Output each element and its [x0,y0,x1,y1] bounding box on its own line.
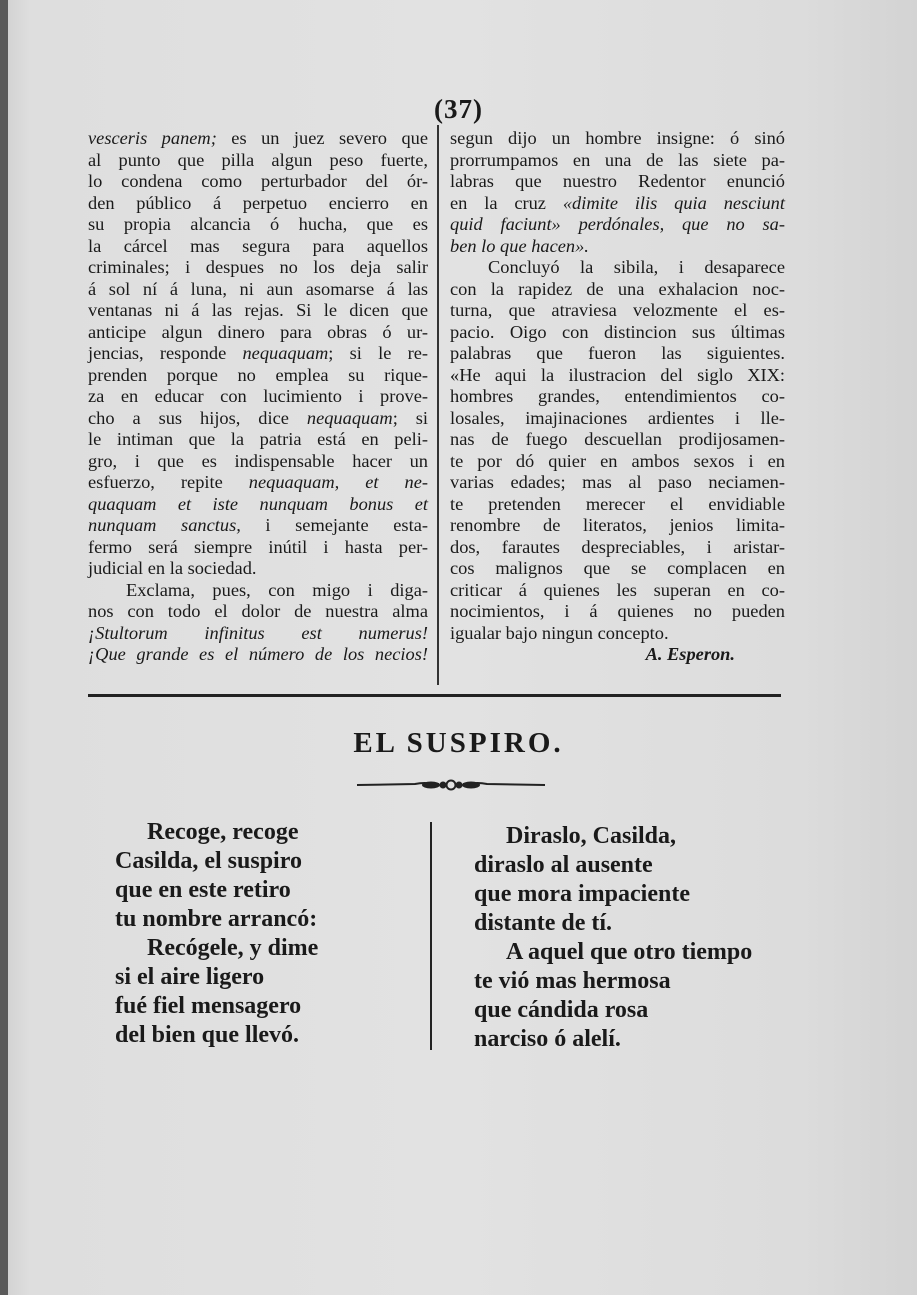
text-line: Concluyó la sibila, i desaparece [488,257,785,277]
text-line [88,644,428,666]
text-line: gro, i que es indispensable hacer un [88,450,428,471]
text-segment: en la cruz [450,192,563,213]
text-line: hombres grandes, entendimientos co- [450,386,785,406]
text-line: te pretenden merecer el envidiable [450,493,785,514]
text-line: «He aqui la ilustracion del siglo XIX: [450,364,785,385]
text-line: su propia alcancia ó hucha, que es [88,214,428,234]
text-line: renombre de literatos, jenios limita- [450,515,785,535]
poem-column-divider [430,822,432,1050]
verse-line: te vió mas hermosa [474,968,671,994]
text-line [450,236,785,258]
text-line [88,408,428,430]
latin-phrase: vesceris panem; [88,128,217,148]
text-line: la cárcel mas segura para aquellos [88,235,428,256]
latin-phrase: quaquam et iste nunquam bonus et [88,493,428,514]
text-line: za en educar con lucimiento i prove- [88,386,428,406]
text-line: dos, farautes despreciables, i aristar- [450,536,785,557]
text-line: pacio. Oigo con distincion sus últimas [450,321,785,342]
text-line: palabras que fueron las siguientes. [450,343,785,363]
text-line: le intiman que la patria está en peli- [88,429,428,449]
text-line: criticar á quienes les superan en co- [450,579,785,600]
verse-line: que cándida rosa [474,997,649,1023]
poem-stanza-left [115,818,318,1050]
text-line: nas de fuego descuellan prodijosamen- [450,429,785,449]
text-line: es un juez severo que [216,128,428,148]
text-segment: jencias, responde [88,343,243,363]
verse-line: que mora impaciente [474,881,690,907]
author-signature: A. Esperon. [645,644,735,664]
text-segment: i semejante esta- [240,515,428,535]
translation-quote: perdónales, que no sa- [578,214,785,234]
text-line: prorrumpamos en una de las siete pa- [450,149,785,170]
text-line: turna, que atraviesa velozmente el es- [450,300,785,320]
text-line: criminales; i despues no los deja salir [88,257,428,277]
text-line: lo condena como perturbador del ór- [88,171,428,191]
poem-stanza-right [474,822,752,1054]
text-line: nos con todo el dolor de nuestra alma [88,601,428,621]
text-line: con la rapidez de una exhalacion noc- [450,278,785,299]
text-line: ventanas ni á las rejas. Si le dicen que [88,300,428,320]
text-line: nocimientos, i á quienes no pueden [450,601,785,621]
text-line: á sol ní á luna, ni aun asomarse á las [88,278,428,299]
verse-line: narciso ó alelí. [474,1026,621,1052]
text-line [88,623,428,645]
verse-line: fué fiel mensagero [115,993,302,1019]
page-number: (37) [434,94,483,124]
text-segment: ; si le re- [328,343,428,363]
text-line: den público á perpetuo encierro en [88,192,428,213]
text-line: te por dó quier en ambos sexos i en [450,450,785,471]
article-right-column [450,128,785,666]
latin-phrase: nunquam sanctus, [88,515,241,535]
text-line: varias edades; mas al paso neciamen- [450,472,785,492]
text-line: fermo será siempre inútil i hasta per- [88,536,428,557]
ornament-flourish-icon [355,778,547,792]
verse-line: Casilda, el suspiro [115,848,302,874]
spanish-exclamation: ¡Que grande es el número de los necios! [88,644,428,664]
text-segment: ; si [392,407,428,428]
latin-phrase: nequaquam, et ne- [248,472,428,492]
text-segment: esfuerzo, repite [88,472,249,492]
verse-line: Recógele, y dime [147,935,319,961]
column-divider [437,125,439,685]
verse-line: Diraslo, Casilda, [506,823,677,849]
text-line: judicial en la sociedad. [88,558,257,578]
text-line [88,515,428,537]
text-line [88,494,428,516]
text-line: labras que nuestro Redentor enunció [450,171,785,191]
article-left-column [88,128,428,666]
latin-exclamation: ¡Stultorum infinitus est numerus! [88,622,428,643]
section-rule [88,694,781,701]
text-line: igualar bajo ningun concepto. [450,622,669,643]
verse-line: A aquel que otro tiempo [506,939,753,965]
verse-line: Recoge, recoge [147,819,299,845]
verse-line: si el aire ligero [115,964,265,990]
verse-line: que en este retiro [115,877,291,903]
latin-quote: quid faciunt» [450,214,561,234]
verse-line: distante de tí. [474,910,612,936]
text-line [450,214,785,236]
verse-line: diraslo al ausente [474,852,653,878]
text-line: losales, imajinaciones ardientes i lle- [450,407,785,428]
text-line: prenden porque no emplea su rique- [88,364,428,385]
latin-phrase: nequaquam [242,343,329,363]
latin-quote: «dimite ilis quia nesciunt [562,192,785,213]
poem-title: EL SUSPIRO. [353,727,564,759]
text-line [88,472,428,494]
text-line: Exclama, pues, con migo i diga- [126,579,428,600]
text-line [88,343,428,365]
text-line: cos malignos que se complacen en [450,558,785,578]
text-segment: cho a sus hijos, dice [88,407,307,428]
latin-phrase: nequaquam [306,407,393,428]
translation-quote: ben lo que hacen». [450,235,589,256]
text-line: segun dijo un hombre insigne: ó sinó [450,128,785,148]
text-line: anticipe algun dinero para obras ó ur- [88,321,428,342]
verse-line: del bien que llevó. [115,1022,300,1048]
verse-line: tu nombre arrancó: [115,906,318,932]
text-line [450,193,785,215]
text-line: al punto que pilla algun peso fuerte, [88,149,428,170]
page-binding-edge [0,0,8,1295]
text-segment [561,214,579,234]
